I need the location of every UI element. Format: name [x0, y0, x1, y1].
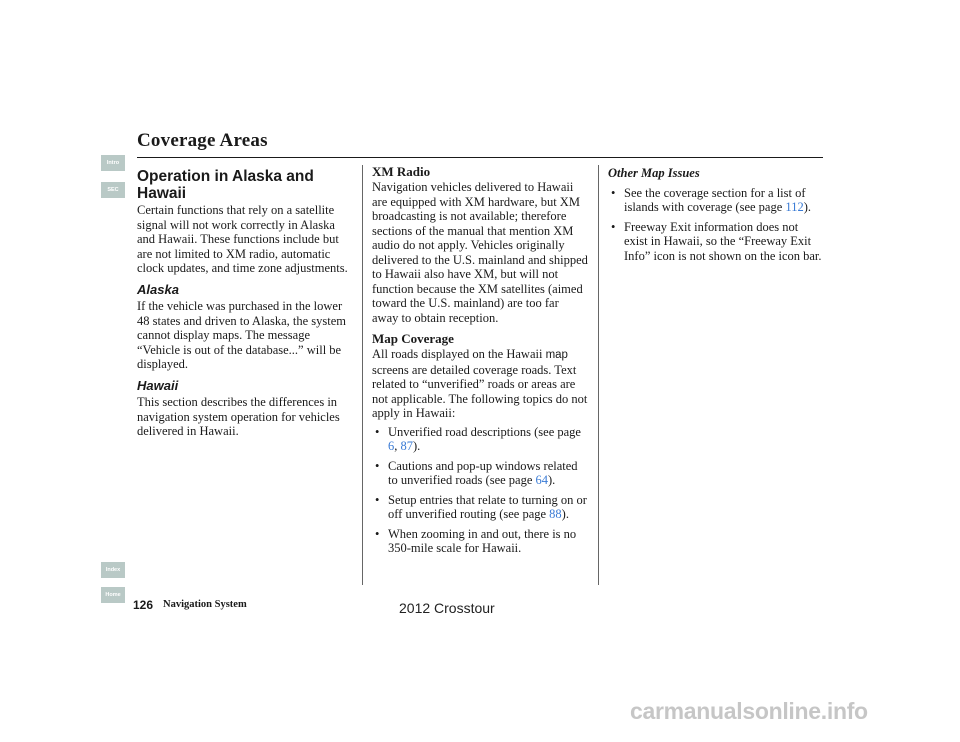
- footer-model-name: 2012 Crosstour: [399, 600, 495, 616]
- map-coverage-text-b: screens are detailed coverage roads. Text related to “unverified” roads or areas are not applicable. The following topics do not apply in Hawaii:: [372, 362, 588, 420]
- column-2: [372, 165, 588, 561]
- column-1: [137, 165, 351, 439]
- page-link-88[interactable]: 88: [549, 507, 562, 521]
- map-coverage-paragraph: [372, 347, 588, 421]
- map-coverage-list: [372, 425, 588, 556]
- page-link-64[interactable]: 64: [535, 473, 549, 487]
- xm-radio-paragraph: Navigation vehicles delivered to Hawaii are equipped with XM hardware, but XM broadcasting is not available; therefore sections of the manual that mention XM audio do not apply. Vehicles originally delivered to the U.S. mainland and shipped to Hawaii also have XM, but will not function because the XM satellites (aimed toward the U.S. mainland) are too far away to obtain reception.: [372, 180, 588, 325]
- column-divider-2: [598, 165, 599, 585]
- home-tab[interactable]: Home: [101, 587, 125, 603]
- list-item: [372, 493, 588, 522]
- list-item: • Freeway Exit information does not exist in Hawaii, so the “Freeway Exit Info” icon is not shown on the icon bar.: [608, 220, 824, 264]
- xm-radio-heading: XM Radio: [372, 164, 431, 179]
- list-item-text-end: ).: [548, 473, 556, 487]
- footer-section-label: Navigation System: [163, 599, 247, 610]
- other-map-issues-heading: Other Map Issues: [608, 166, 700, 180]
- page-title: Coverage Areas: [137, 130, 268, 151]
- hawaii-heading: Hawaii: [137, 377, 179, 393]
- list-item: [372, 459, 588, 488]
- list-item-separator: ,: [394, 439, 401, 453]
- list-item-text-end: ).: [413, 439, 421, 453]
- hawaii-paragraph: This section describes the differences in navigation system operation for vehicles delivered in Hawaii.: [137, 395, 340, 438]
- map-coverage-heading: Map Coverage: [372, 331, 454, 346]
- title-divider: [137, 157, 823, 158]
- list-item: [608, 186, 824, 215]
- other-map-issues-list: [608, 186, 824, 264]
- list-item-text: See the coverage section for a list of islands with coverage (see page: [624, 185, 806, 214]
- list-item: • When zooming in and out, there is no 350-mile scale for Hawaii.: [372, 527, 588, 556]
- column-3: [608, 165, 824, 268]
- page-link-87[interactable]: 87: [400, 439, 413, 453]
- map-coverage-word: map: [545, 349, 568, 361]
- page-number: 126: [133, 598, 154, 612]
- alaska-paragraph: If the vehicle was purchased in the lower 48 states and driven to Alaska, the system cannot display maps. The message “Vehicle is out of the database...” will be displayed.: [137, 299, 346, 371]
- list-item-text: Setup entries that relate to turning on or off unverified routing (see page: [388, 492, 587, 521]
- page-link-6[interactable]: 6: [388, 439, 395, 453]
- watermark: carmanualsonline.info: [630, 698, 868, 724]
- list-item-text: Unverified road descriptions (see page: [388, 424, 581, 439]
- alaska-heading: Alaska: [137, 281, 179, 297]
- list-item: [372, 425, 588, 454]
- list-item-text-end: ).: [561, 507, 569, 521]
- page-link-112[interactable]: 112: [785, 200, 804, 214]
- map-coverage-text-a: All roads displayed on the Hawaii: [372, 347, 546, 361]
- column-divider-1: [362, 165, 363, 585]
- toc-tab[interactable]: SEC: [101, 182, 125, 198]
- index-tab[interactable]: Index: [101, 562, 125, 578]
- intro-paragraph: Certain functions that rely on a satellite signal will not work correctly in Alaska and Hawaii. These functions include but are not limited to XM radio, automatic clock updates, and time zone adjustments.: [137, 203, 348, 275]
- list-item-text-end: ).: [803, 200, 811, 214]
- intro-tab[interactable]: Intro: [101, 155, 125, 171]
- list-item-text: Cautions and pop-up windows related to unverified roads (see page: [388, 458, 578, 487]
- section-heading-alaska-hawaii: Operation in Alaska and Hawaii: [137, 168, 314, 202]
